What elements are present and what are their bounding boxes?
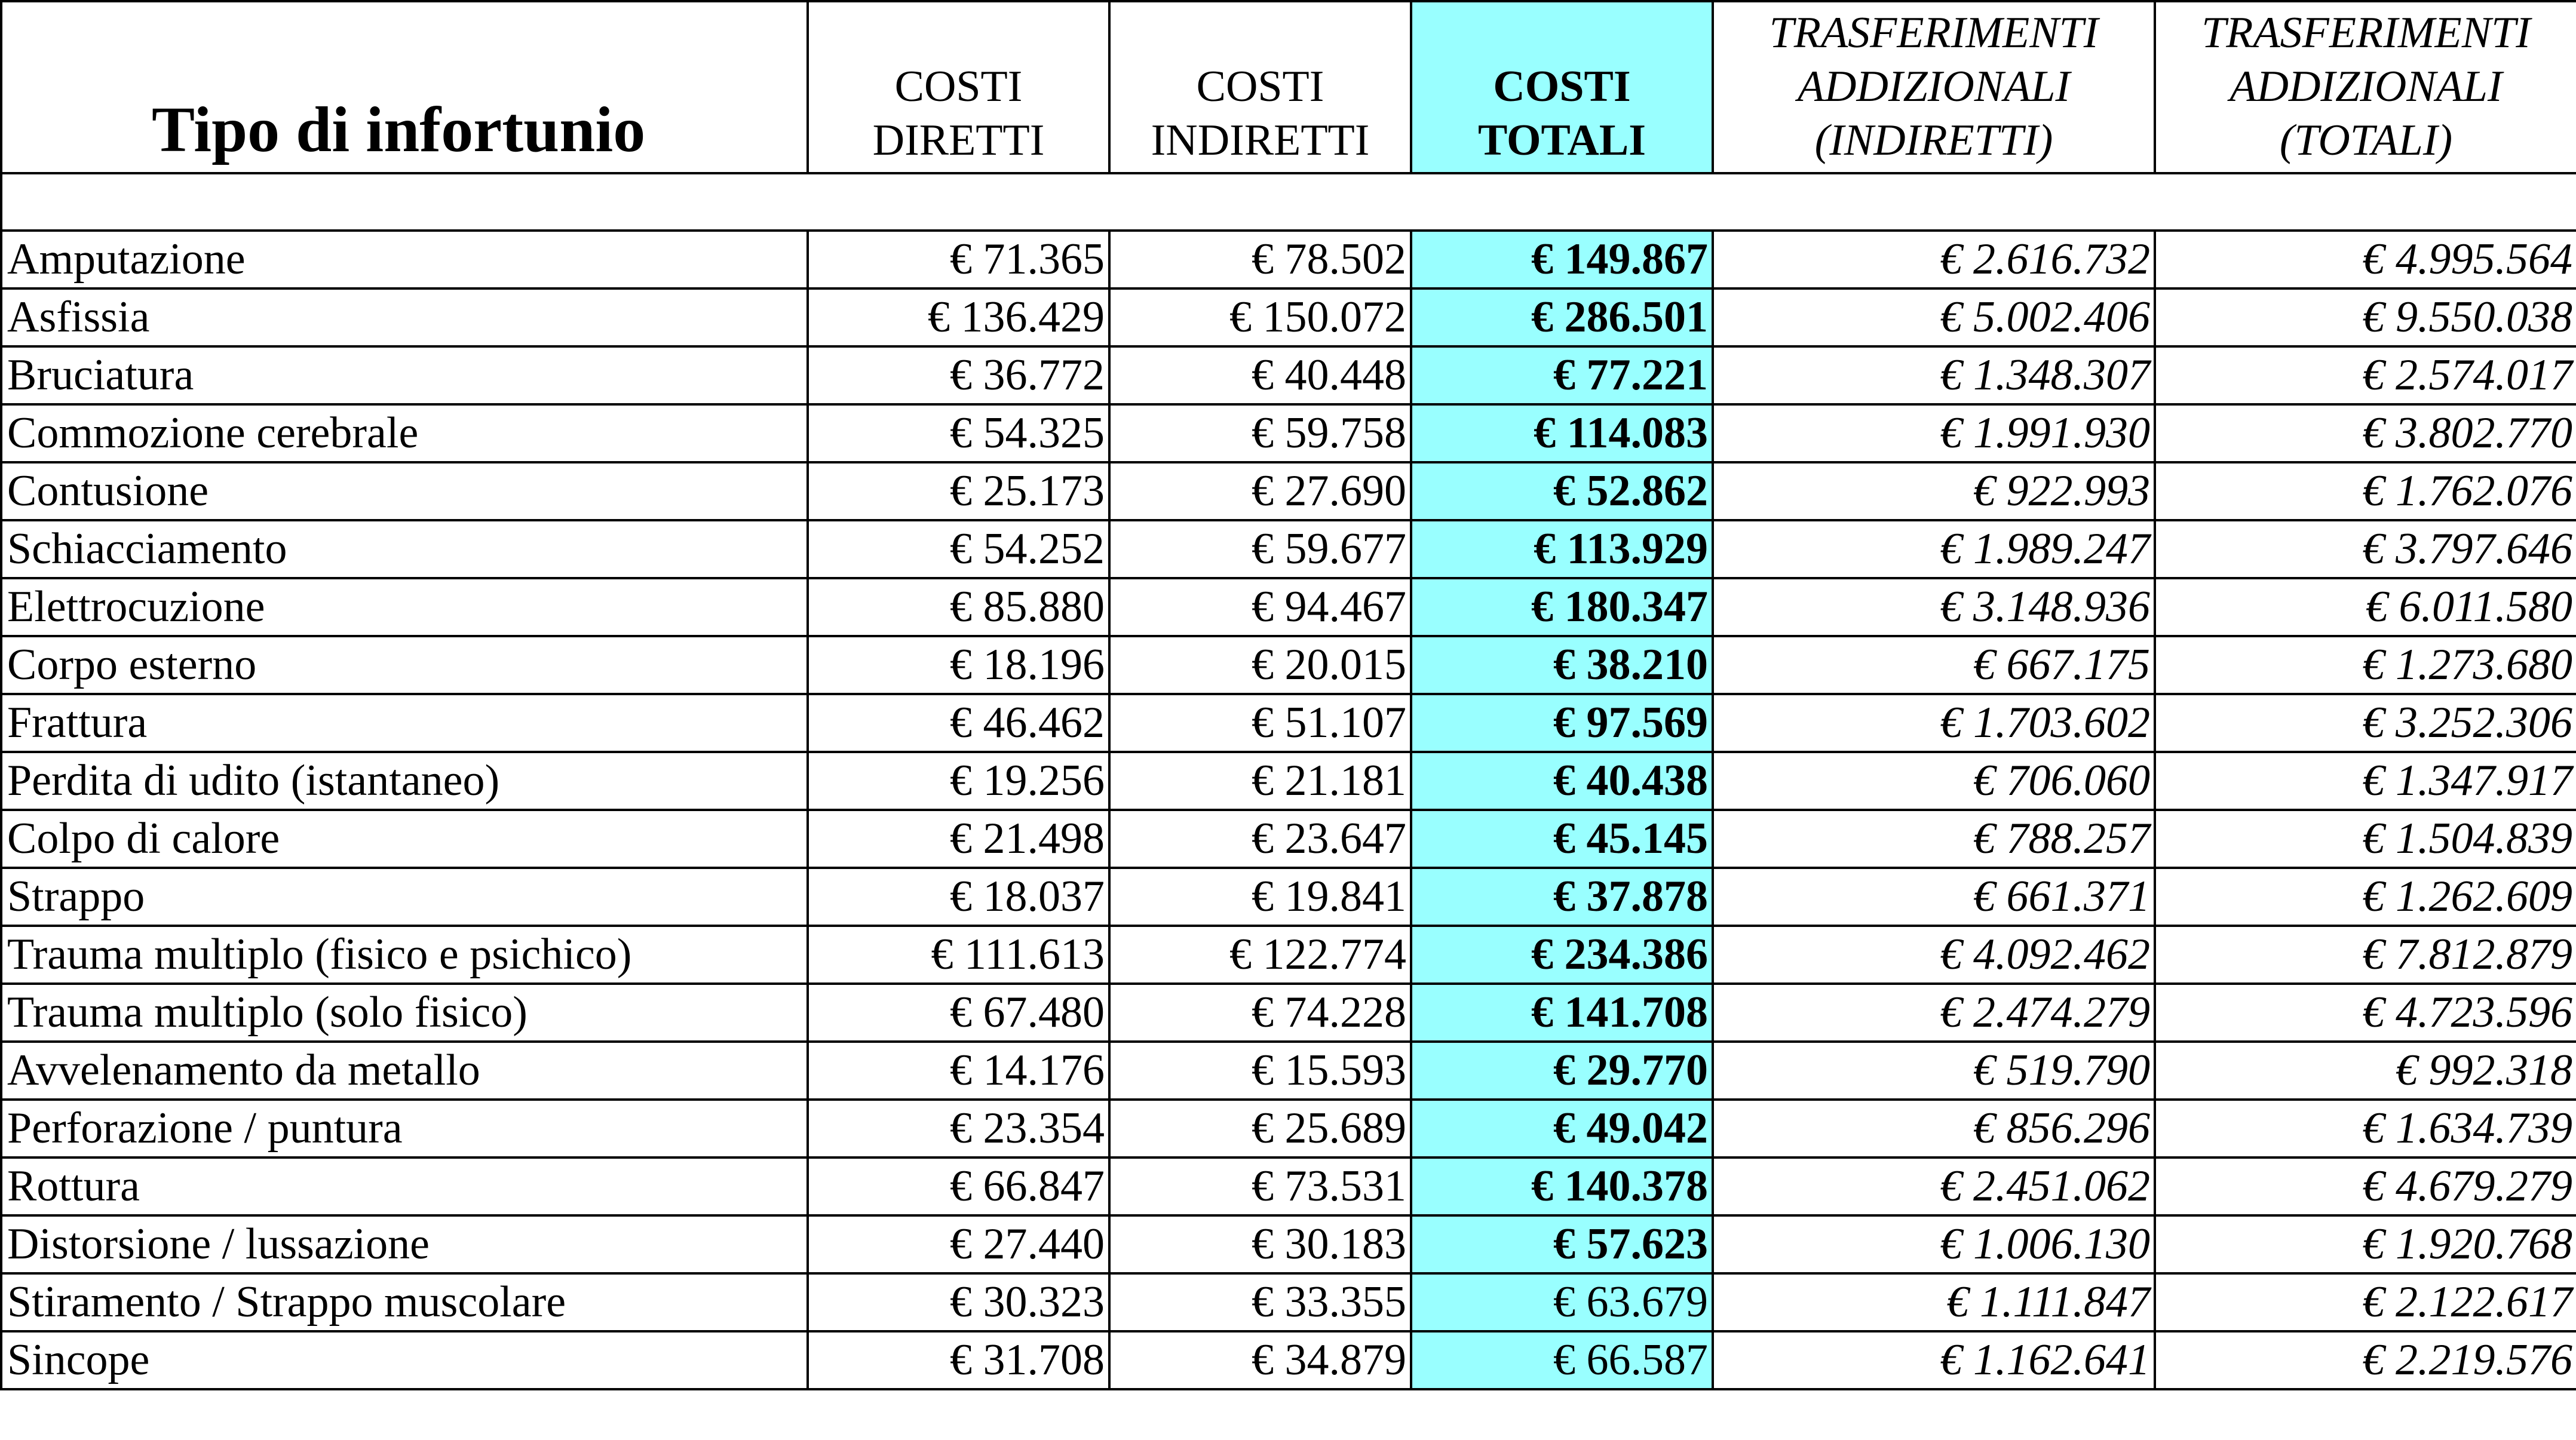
direct-cost-cell: € 30.323 [808,1273,1109,1331]
transfer-indirect-cell: € 1.348.307 [1713,346,2155,404]
injury-type-cell: Asfissia [1,288,808,346]
header-direct-line-1: COSTI [894,62,1023,111]
transfer-indirect-cell: € 1.989.247 [1713,520,2155,578]
injury-type-cell: Strappo [1,868,808,926]
transfer-total-cell: € 1.262.609 [2155,868,2576,926]
total-cost-cell: € 38.210 [1411,636,1713,694]
header-total-line-1: COSTI [1493,62,1631,111]
injury-type-cell: Avvelenamento da metallo [1,1042,808,1100]
table-row [1,346,2576,404]
total-cost-cell: € 234.386 [1411,926,1713,984]
transfer-total-cell: € 4.679.279 [2155,1157,2576,1215]
indirect-cost-cell: € 21.181 [1109,752,1411,810]
indirect-cost-cell: € 15.593 [1109,1042,1411,1100]
transfer-total-cell: € 3.252.306 [2155,694,2576,752]
injury-type-cell: Contusione [1,462,808,520]
header-total-line-2: TOTALI [1477,116,1646,165]
direct-cost-cell: € 18.196 [808,636,1109,694]
table-row [1,636,2576,694]
injury-type-cell: Corpo esterno [1,636,808,694]
injury-type-cell: Trauma multiplo (solo fisico) [1,984,808,1042]
transfer-indirect-cell: € 1.703.602 [1713,694,2155,752]
table-row [1,1331,2576,1389]
transfer-total-cell: € 9.550.038 [2155,288,2576,346]
injury-type-cell: Elettrocuzione [1,578,808,636]
direct-cost-cell: € 54.325 [808,404,1109,462]
indirect-cost-cell: € 122.774 [1109,926,1411,984]
table-row [1,810,2576,868]
transfer-indirect-cell: € 1.111.847 [1713,1273,2155,1331]
direct-cost-cell: € 27.440 [808,1215,1109,1273]
direct-cost-cell: € 31.708 [808,1331,1109,1389]
direct-cost-cell: € 21.498 [808,810,1109,868]
header-transfers-total [2155,1,2576,173]
transfer-total-cell: € 2.574.017 [2155,346,2576,404]
transfer-indirect-cell: € 5.002.406 [1713,288,2155,346]
table-row [1,1215,2576,1273]
total-cost-cell: € 40.438 [1411,752,1713,810]
direct-cost-cell: € 25.173 [808,462,1109,520]
transfer-total-cell: € 2.122.617 [2155,1273,2576,1331]
injury-type-cell: Bruciatura [1,346,808,404]
injury-type-cell: Sincope [1,1331,808,1389]
transfer-total-cell: € 2.219.576 [2155,1331,2576,1389]
indirect-cost-cell: € 20.015 [1109,636,1411,694]
transfer-indirect-cell: € 856.296 [1713,1100,2155,1157]
injury-type-cell: Amputazione [1,231,808,288]
header-indirect-line-1: COSTI [1196,62,1324,111]
total-cost-cell: € 97.569 [1411,694,1713,752]
total-cost-cell: € 141.708 [1411,984,1713,1042]
indirect-cost-cell: € 19.841 [1109,868,1411,926]
header-transfers-indirect [1713,1,2155,173]
direct-cost-cell: € 46.462 [808,694,1109,752]
transfer-indirect-cell: € 706.060 [1713,752,2155,810]
total-cost-cell: € 180.347 [1411,578,1713,636]
header-row [1,1,2576,173]
table-row [1,1157,2576,1215]
transfer-total-cell: € 1.273.680 [2155,636,2576,694]
indirect-cost-cell: € 59.758 [1109,404,1411,462]
indirect-cost-cell: € 74.228 [1109,984,1411,1042]
table-row [1,868,2576,926]
injury-type-cell: Frattura [1,694,808,752]
header-direct-costs [808,1,1109,173]
spacer-row [1,173,2576,231]
transfer-indirect-cell: € 667.175 [1713,636,2155,694]
header-injury-type: Tipo di infortunio [1,1,808,173]
indirect-cost-cell: € 73.531 [1109,1157,1411,1215]
direct-cost-cell: € 71.365 [808,231,1109,288]
table-row [1,926,2576,984]
transfer-indirect-cell: € 1.991.930 [1713,404,2155,462]
total-cost-cell: € 77.221 [1411,346,1713,404]
header-transfers-total-line-1: TRASFERIMENTI [2201,8,2531,57]
table-row [1,462,2576,520]
transfer-total-cell: € 1.920.768 [2155,1215,2576,1273]
table-body [1,173,2576,1389]
total-cost-cell: € 149.867 [1411,231,1713,288]
total-cost-cell: € 114.083 [1411,404,1713,462]
table-row [1,404,2576,462]
indirect-cost-cell: € 34.879 [1109,1331,1411,1389]
direct-cost-cell: € 111.613 [808,926,1109,984]
table-row [1,984,2576,1042]
transfer-total-cell: € 3.802.770 [2155,404,2576,462]
total-cost-cell: € 52.862 [1411,462,1713,520]
injury-type-cell: Trauma multiplo (fisico e psichico) [1,926,808,984]
direct-cost-cell: € 23.354 [808,1100,1109,1157]
transfer-indirect-cell: € 4.092.462 [1713,926,2155,984]
transfer-indirect-cell: € 2.474.279 [1713,984,2155,1042]
indirect-cost-cell: € 78.502 [1109,231,1411,288]
direct-cost-cell: € 85.880 [808,578,1109,636]
header-transfers-total-line-2: ADDIZIONALI [2230,62,2503,111]
direct-cost-cell: € 18.037 [808,868,1109,926]
total-cost-cell: € 29.770 [1411,1042,1713,1100]
total-cost-cell: € 57.623 [1411,1215,1713,1273]
direct-cost-cell: € 67.480 [808,984,1109,1042]
transfer-indirect-cell: € 661.371 [1713,868,2155,926]
header-indirect-line-2: INDIRETTI [1151,116,1370,165]
total-cost-cell: € 63.679 [1411,1273,1713,1331]
transfer-total-cell: € 1.634.739 [2155,1100,2576,1157]
indirect-cost-cell: € 33.355 [1109,1273,1411,1331]
table-row [1,520,2576,578]
indirect-cost-cell: € 25.689 [1109,1100,1411,1157]
table-row [1,752,2576,810]
injury-type-cell: Rottura [1,1157,808,1215]
direct-cost-cell: € 66.847 [808,1157,1109,1215]
total-cost-cell: € 286.501 [1411,288,1713,346]
transfer-total-cell: € 1.762.076 [2155,462,2576,520]
transfer-indirect-cell: € 519.790 [1713,1042,2155,1100]
direct-cost-cell: € 36.772 [808,346,1109,404]
transfer-total-cell: € 3.797.646 [2155,520,2576,578]
injury-type-cell: Colpo di calore [1,810,808,868]
table-row [1,578,2576,636]
injury-type-cell: Perforazione / puntura [1,1100,808,1157]
header-transfers-indirect-line-1: TRASFERIMENTI [1769,8,2099,57]
total-cost-cell: € 66.587 [1411,1331,1713,1389]
total-cost-cell: € 140.378 [1411,1157,1713,1215]
transfer-indirect-cell: € 3.148.936 [1713,578,2155,636]
transfer-indirect-cell: € 922.993 [1713,462,2155,520]
total-cost-cell: € 45.145 [1411,810,1713,868]
header-direct-line-2: DIRETTI [872,116,1045,165]
transfer-total-cell: € 1.504.839 [2155,810,2576,868]
total-cost-cell: € 49.042 [1411,1100,1713,1157]
injury-type-cell: Commozione cerebrale [1,404,808,462]
injury-type-cell: Stiramento / Strappo muscolare [1,1273,808,1331]
transfer-total-cell: € 4.723.596 [2155,984,2576,1042]
table-row [1,1042,2576,1100]
direct-cost-cell: € 54.252 [808,520,1109,578]
header-transfers-total-line-3: (TOTALI) [2279,116,2453,165]
direct-cost-cell: € 19.256 [808,752,1109,810]
transfer-total-cell: € 992.318 [2155,1042,2576,1100]
indirect-cost-cell: € 150.072 [1109,288,1411,346]
table-row [1,288,2576,346]
indirect-cost-cell: € 30.183 [1109,1215,1411,1273]
indirect-cost-cell: € 27.690 [1109,462,1411,520]
spacer-cell [1,173,2576,231]
indirect-cost-cell: € 23.647 [1109,810,1411,868]
transfer-indirect-cell: € 1.162.641 [1713,1331,2155,1389]
header-transfers-indirect-line-3: (INDIRETTI) [1814,116,2053,165]
indirect-cost-cell: € 51.107 [1109,694,1411,752]
header-transfers-indirect-line-2: ADDIZIONALI [1797,62,2071,111]
direct-cost-cell: € 14.176 [808,1042,1109,1100]
table-row [1,231,2576,288]
header-total-costs [1411,1,1713,173]
injury-type-cell: Schiacciamento [1,520,808,578]
indirect-cost-cell: € 40.448 [1109,346,1411,404]
transfer-total-cell: € 4.995.564 [2155,231,2576,288]
indirect-cost-cell: € 59.677 [1109,520,1411,578]
table-row [1,1100,2576,1157]
total-cost-cell: € 113.929 [1411,520,1713,578]
injury-type-cell: Perdita di udito (istantaneo) [1,752,808,810]
transfer-indirect-cell: € 788.257 [1713,810,2155,868]
indirect-cost-cell: € 94.467 [1109,578,1411,636]
transfer-indirect-cell: € 2.616.732 [1713,231,2155,288]
table-row [1,1273,2576,1331]
table-row [1,694,2576,752]
header-indirect-costs [1109,1,1411,173]
transfer-indirect-cell: € 1.006.130 [1713,1215,2155,1273]
transfer-total-cell: € 7.812.879 [2155,926,2576,984]
injury-type-cell: Distorsione / lussazione [1,1215,808,1273]
direct-cost-cell: € 136.429 [808,288,1109,346]
total-cost-cell: € 37.878 [1411,868,1713,926]
transfer-indirect-cell: € 2.451.062 [1713,1157,2155,1215]
transfer-total-cell: € 6.011.580 [2155,578,2576,636]
transfer-total-cell: € 1.347.917 [2155,752,2576,810]
